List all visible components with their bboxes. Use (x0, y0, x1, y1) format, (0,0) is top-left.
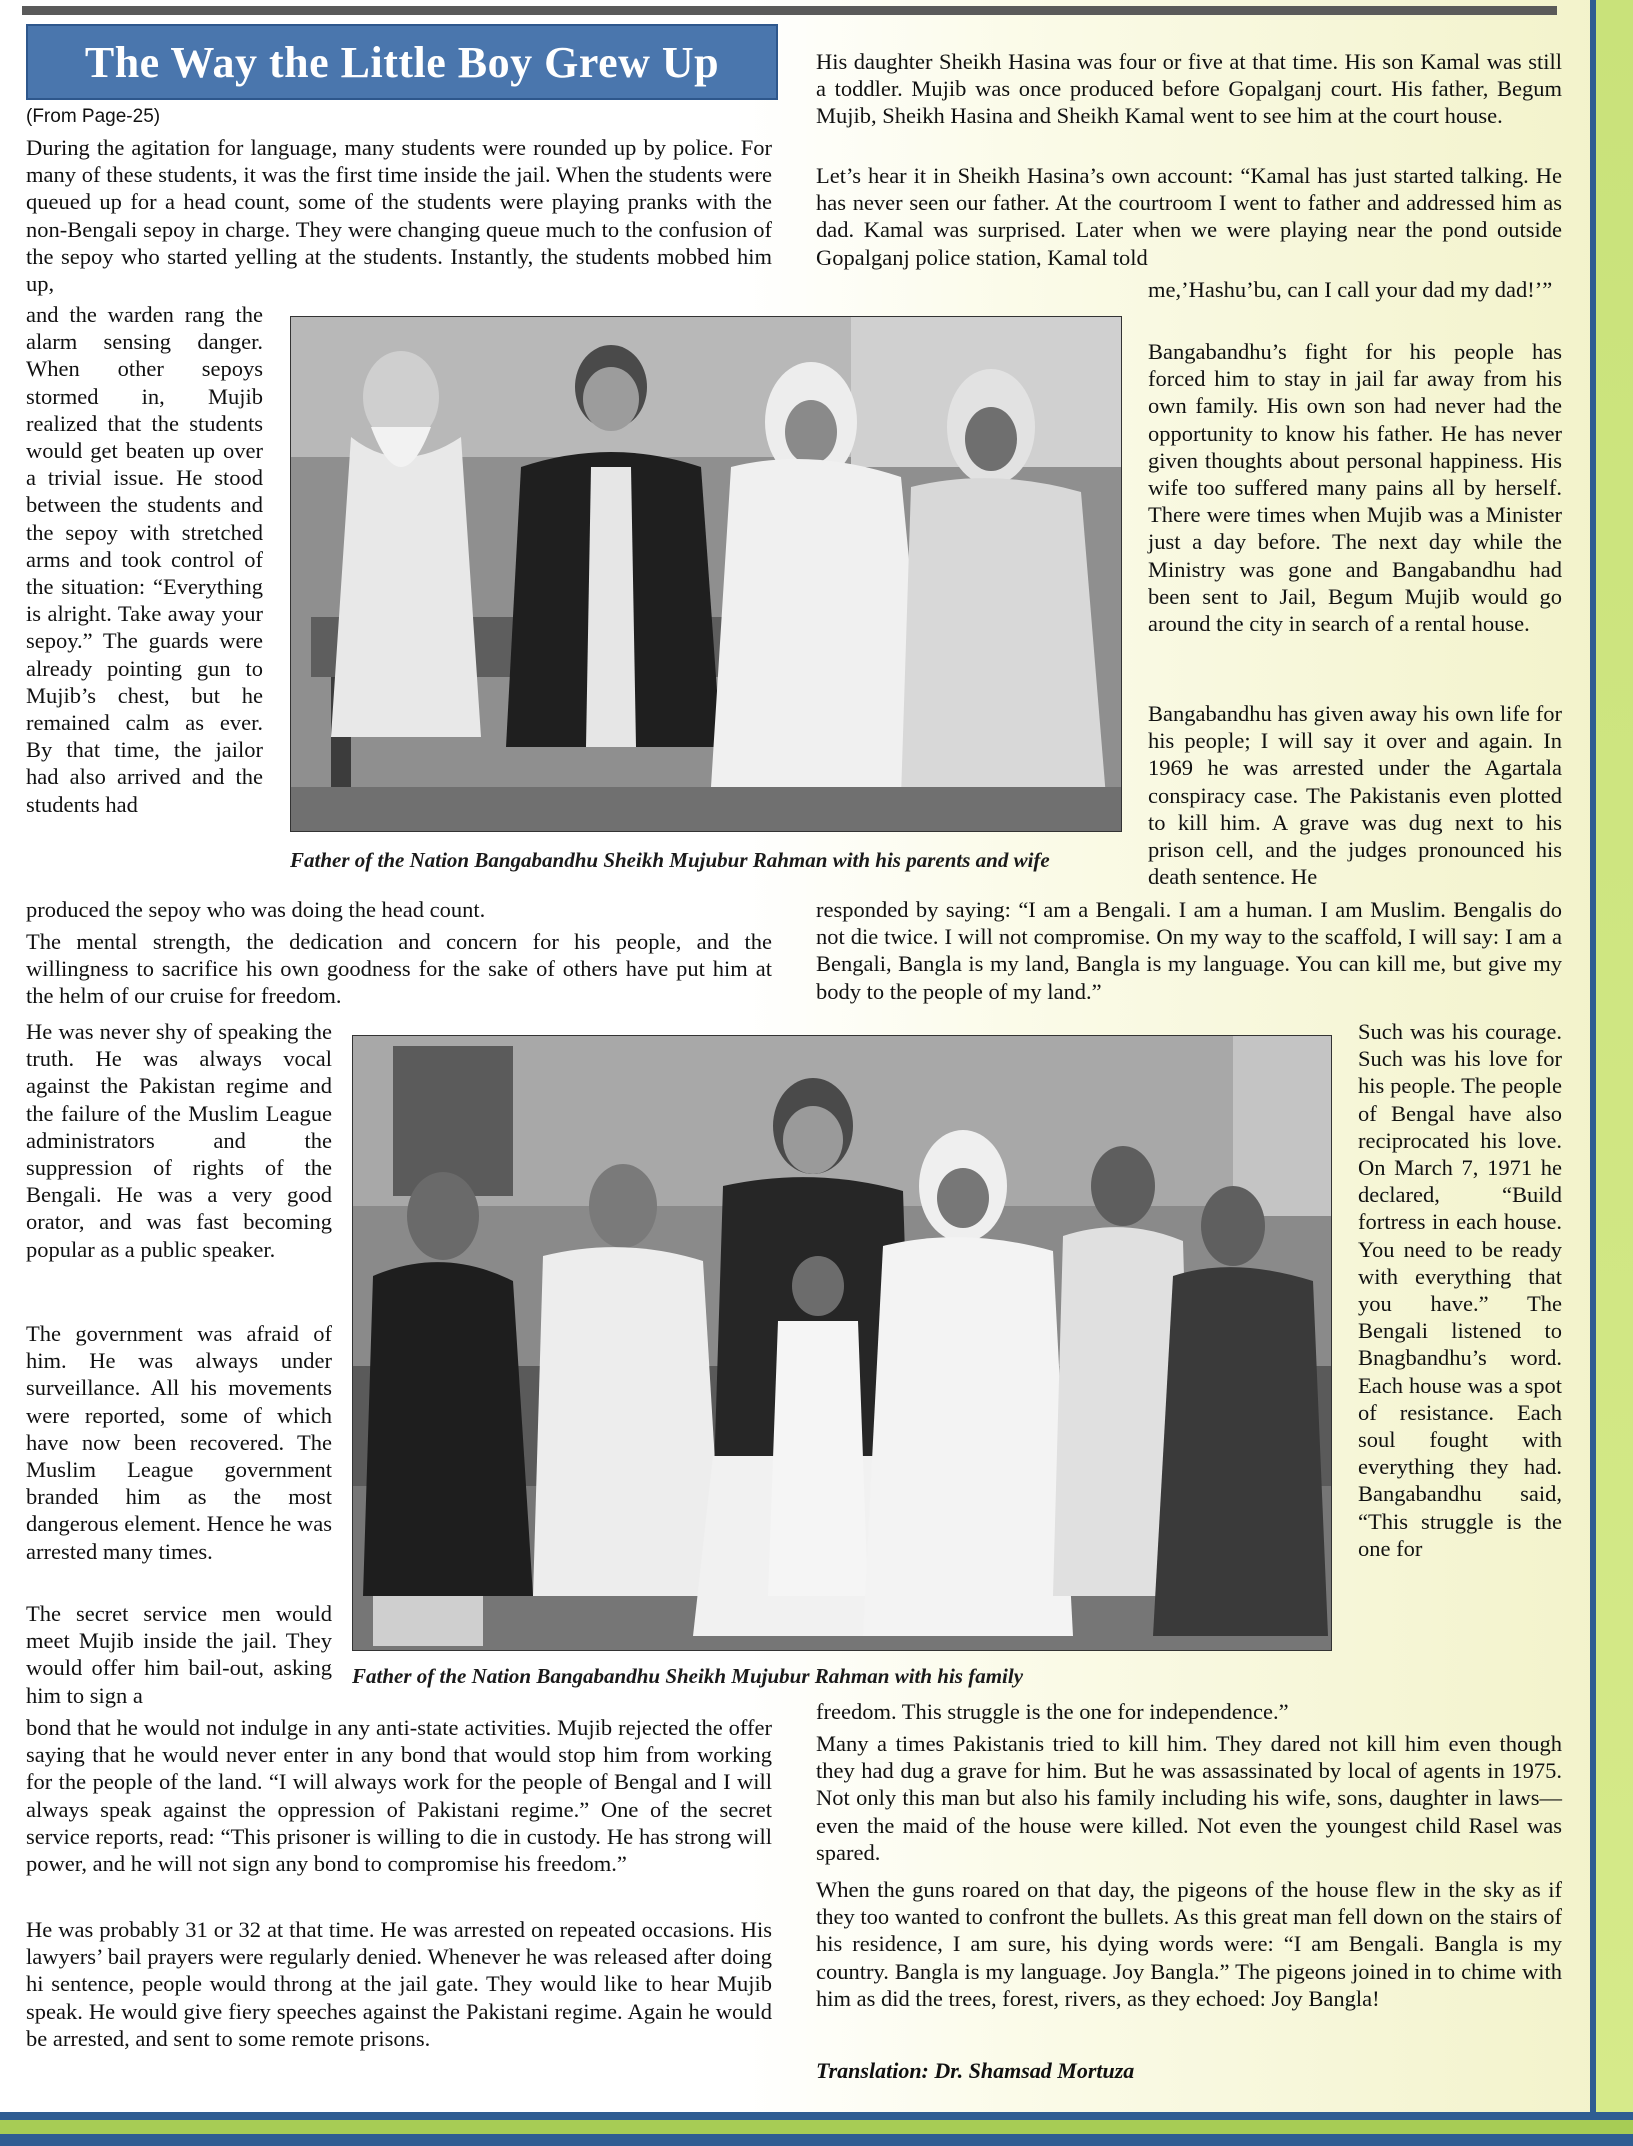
left-paragraph-3: He was never shy of speaking the truth. He was always vocal against the Pakistan regime and the failure of the Muslim League administrators and the suppression of rights of the Bengali. He was a very good orator, and was fast becoming popular as a public speaker. (26, 1019, 332, 1262)
article-title-banner (26, 24, 778, 100)
article-title: The Way the Little Boy Grew Up (84, 37, 720, 87)
right-paragraph-3: Bangabandhu’s fight for his people has forced him to stay in jail far away from his own family. His own son had never had the opportunity to know his father. He has never given thoughts about personal happiness. His wife too suffered many pains all by herself. There were times when Mujib was a Minister just a day before. The next day while the Ministry was gone and Bangabandhu had been sent to Jail, Begum Mujib would go around the city in search of a rental house. (1148, 339, 1562, 637)
right-paragraph-2: Let’s hear it in Sheikh Hasina’s own account: “Kamal has just started talking. He has never seen our father. At the courtroom I went to father and addressed him as dad. Kamal was surprised. Later when we were playing near the pond outside Gopalganj police station, Kamal told (816, 163, 1562, 270)
photo-2-caption: Father of the Nation Bangabandhu Sheikh Mujubur Rahman with his family (352, 1664, 1024, 1688)
bottom-rule-blue-2 (0, 2134, 1633, 2146)
translation-credit: Translation: Dr. Shamsad Mortuza (816, 2058, 1135, 2083)
right-paragraph-4-end: responded by saying: “I am a Bengali. I am a human. I am Muslim. Bengalis do not die twice. I will not compromise. On my way to the scaffold, I will say: I am a Bengali, Bangla is my land, Bangla is my language. You can kill me, but give my body to the people of my land.” (816, 897, 1562, 1004)
right-paragraph-6: Many a times Pakistanis tried to kill him. They dared not kill him even though they had dug a grave for him. But he was assassinated by local of agents in 1975. Not only this man but also his family including his wife, sons, daughter in laws—even the maid of the house were killed. Not even the youngest child Rasel was spared. (816, 1731, 1562, 1865)
photo-parents-illustration (291, 317, 1121, 831)
left-paragraph-1-end: produced the sepoy who was doing the head count. (26, 897, 486, 922)
left-paragraph-6: He was probably 31 or 32 at that time. He was arrested on repeated occasions. His lawyers’ bail prayers were regularly denied. Whenever he was released after doing hi sentence, people would throng at the jail gate. They would like to hear Mujib speak. He would give fiery speeches against the Pakistani regime. Again he would be arrested, and sent to some remote prisons. (26, 1917, 772, 2051)
left-paragraph-5-end: bond that he would not indulge in any anti-state activities. Mujib rejected the offer saying that he would never enter in any bond that would stop him from working for the people of the land. “I will always work for the people of Bengal and I will always speak against the oppression of Pakistani regime.” One of the secret service reports, read: “This prisoner is willing to die in custody. He has strong will power, and he will not sign any bond to compromise his freedom.” (26, 1715, 772, 1877)
right-paragraph-2-wrap: me,’Hashu’bu, can I call your dad my dad!’” (1148, 277, 1553, 302)
bottom-rule-blue (0, 2112, 1633, 2120)
photo-family-illustration (353, 1036, 1331, 1650)
photo-parents-and-wife (290, 316, 1122, 832)
right-border-band (1596, 0, 1633, 2146)
right-paragraph-5-end: freedom. This struggle is the one for independence.” (816, 1699, 1289, 1724)
right-paragraph-4: Bangabandhu has given away his own life for his people; I will say it over and again. In 1969 he was arrested under the Agartala conspiracy case. The Pakistanis even plotted to kill him. A grave was dug next to his prison cell, and the judges pronounced his death sentence. He (1148, 701, 1562, 890)
photo-1-caption: Father of the Nation Bangabandhu Sheikh Mujubur Rahman with his parents and wife (290, 848, 1050, 872)
left-paragraph-2: The mental strength, the dedication and concern for his people, and the willingness to sacrifice his own goodness for the sake of others have put him at the helm of our cruise for freedom. (26, 929, 772, 1009)
bottom-rule-green (0, 2120, 1633, 2134)
right-paragraph-1: His daughter Sheikh Hasina was four or five at that time. His son Kamal was still a toddler. Mujib was once produced before Gopalganj court. His father, Begum Mujib, Sheikh Hasina and Sheikh Kamal went to see him at the court house. (816, 49, 1562, 129)
right-paragraph-5-wrap: Such was his courage. Such was his love for his people. The people of Bengal have also reciprocated his love. On March 7, 1971 he declared, “Build fortress in each house. You need to be ready with everything that you have.” The Bengali listened to Bnagbandhu’s word. Each house was a spot of resistance. Each soul fought with everything they had. Bangabandhu said, “This struggle is the one for (1358, 1019, 1562, 1561)
right-paragraph-7: When the guns roared on that day, the pigeons of the house flew in the sky as if they too wanted to confront the bullets. As this great man fell down on the stairs of his residence, I am sure, his dying words were: “I am Bengali. Bangla is my country. Bangla is my language. Joy Bangla.” The pigeons joined in to chime with him as did the trees, forest, rivers, as they echoed: Joy Bangla! (816, 1877, 1562, 2011)
left-paragraph-1: During the agitation for language, many students were rounded up by police. For many of these students, it was the first time inside the jail. When the students were queued up for a head count, some of the students were playing pranks with the non-Bengali sepoy in charge. They were changing queue much to the confusion of the sepoy who started yelling at the students. Instantly, the students mobbed him up, (26, 135, 772, 297)
from-page-note: (From Page-25) (26, 106, 161, 127)
top-rule (22, 6, 1557, 15)
left-paragraph-5-wrap: The secret service men would meet Mujib inside the jail. They would offer him bail-out, asking him to sign a (26, 1601, 332, 1708)
left-paragraph-4: The government was afraid of him. He was always under surveillance. All his movements were reported, some of which have now been recovered. The Muslim League government branded him as the most dangerous element. Hence he was arrested many times. (26, 1321, 332, 1564)
left-paragraph-1-wrap: and the warden rang the alarm sensing danger. When other sepoys stormed in, Mujib realized that the students would get beaten up over a trivial issue. He stood between the students and the sepoy with stretched arms and took control of the situation: “Everything is alright. Take away your sepoy.” The guards were already pointing gun to Mujib’s chest, but he remained calm as ever. By that time, the jailor had also arrived and the students had (26, 302, 263, 817)
photo-family (352, 1035, 1332, 1651)
